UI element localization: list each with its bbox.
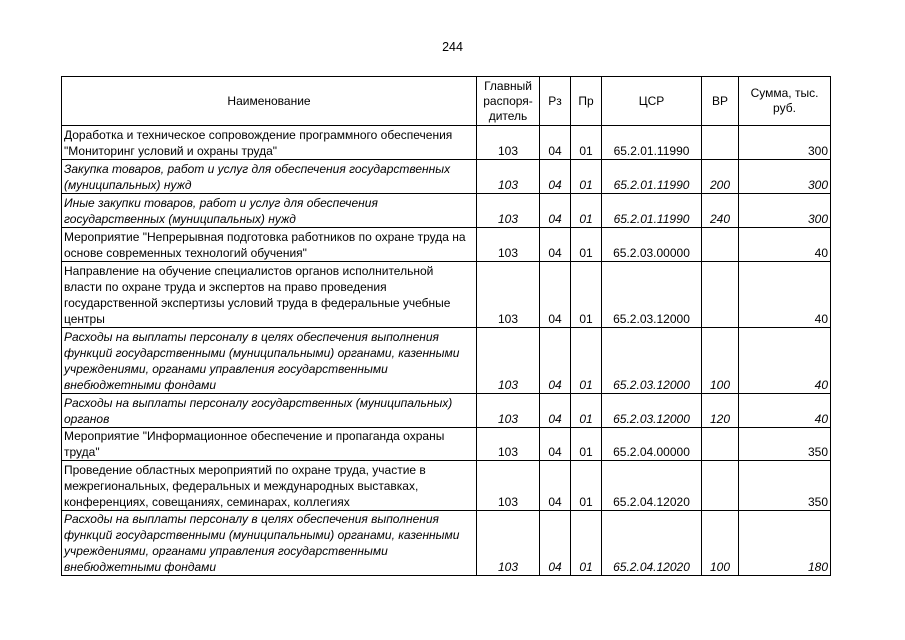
table-row	[62, 428, 831, 461]
header-admin: Главный распоря-дитель	[477, 77, 540, 126]
page-number: 244	[442, 40, 463, 54]
cell-rz: 04	[540, 461, 571, 511]
cell-rz: 04	[540, 160, 571, 194]
cell-csr: 65.2.04.12020	[602, 511, 702, 576]
cell-pr: 01	[571, 428, 602, 461]
header-name: Наименование	[62, 77, 477, 126]
cell-name: Закупка товаров, работ и услуг для обеспечения государственных (муниципальных) нужд	[62, 160, 477, 194]
cell-sum: 40	[739, 228, 831, 262]
cell-rz: 04	[540, 328, 571, 394]
cell-csr: 65.2.01.11990	[602, 194, 702, 228]
cell-vr	[702, 461, 739, 511]
header-pr: Пр	[571, 77, 602, 126]
cell-rz: 04	[540, 194, 571, 228]
cell-admin: 103	[477, 428, 540, 461]
cell-csr: 65.2.03.12000	[602, 262, 702, 328]
cell-pr: 01	[571, 461, 602, 511]
cell-pr: 01	[571, 228, 602, 262]
header-rz: Рз	[540, 77, 571, 126]
cell-vr	[702, 126, 739, 160]
cell-sum: 300	[739, 194, 831, 228]
table-row	[62, 328, 831, 394]
cell-vr	[702, 428, 739, 461]
cell-csr: 65.2.01.11990	[602, 160, 702, 194]
cell-sum: 40	[739, 262, 831, 328]
table-row	[62, 228, 831, 262]
budget-table	[61, 76, 831, 576]
cell-admin: 103	[477, 126, 540, 160]
cell-sum: 40	[739, 394, 831, 428]
cell-vr	[702, 228, 739, 262]
cell-admin: 103	[477, 194, 540, 228]
cell-csr: 65.2.04.12020	[602, 461, 702, 511]
header-vr: ВР	[702, 77, 739, 126]
cell-admin: 103	[477, 394, 540, 428]
cell-vr: 120	[702, 394, 739, 428]
cell-csr: 65.2.03.00000	[602, 228, 702, 262]
cell-rz: 04	[540, 428, 571, 461]
cell-name: Мероприятие "Непрерывная подготовка работников по охране труда на основе современных технологий обучения"	[62, 228, 477, 262]
table-row	[62, 160, 831, 194]
cell-vr: 100	[702, 328, 739, 394]
cell-vr: 200	[702, 160, 739, 194]
cell-pr: 01	[571, 160, 602, 194]
table-row	[62, 262, 831, 328]
cell-csr: 65.2.01.11990	[602, 126, 702, 160]
cell-rz: 04	[540, 228, 571, 262]
cell-rz: 04	[540, 262, 571, 328]
cell-name: Направление на обучение специалистов органов исполнительной власти по охране труда и экспертов на право проведения государственной экспертизы условий труда в федеральные учебные центры	[62, 262, 477, 328]
table-row	[62, 126, 831, 160]
header-sum: Сумма, тыс. руб.	[739, 77, 831, 126]
cell-admin: 103	[477, 461, 540, 511]
table-row	[62, 511, 831, 576]
cell-name: Расходы на выплаты персоналу в целях обеспечения выполнения функций государственными (муниципальными) органами, казенными учреждениями, органами управления государственными внебюджетными фондами	[62, 328, 477, 394]
cell-sum: 40	[739, 328, 831, 394]
table-row	[62, 461, 831, 511]
cell-vr: 240	[702, 194, 739, 228]
cell-admin: 103	[477, 160, 540, 194]
cell-pr: 01	[571, 262, 602, 328]
cell-name: Иные закупки товаров, работ и услуг для обеспечения государственных (муниципальных) нужд	[62, 194, 477, 228]
table-row	[62, 394, 831, 428]
cell-name: Мероприятие "Информационное обеспечение и пропаганда охраны труда"	[62, 428, 477, 461]
cell-name: Расходы на выплаты персоналу государственных (муниципальных) органов	[62, 394, 477, 428]
cell-sum: 350	[739, 461, 831, 511]
header-row	[62, 77, 831, 126]
cell-name: Доработка и техническое сопровождение программного обеспечения "Мониторинг условий и охраны труда"	[62, 126, 477, 160]
cell-vr: 100	[702, 511, 739, 576]
cell-pr: 01	[571, 511, 602, 576]
cell-csr: 65.2.03.12000	[602, 394, 702, 428]
cell-name: Проведение областных мероприятий по охране труда, участие в межрегиональных, федеральных и международных выставках, конференциях, совещаниях, семинарах, коллегиях	[62, 461, 477, 511]
cell-pr: 01	[571, 328, 602, 394]
cell-admin: 103	[477, 262, 540, 328]
cell-admin: 103	[477, 328, 540, 394]
cell-admin: 103	[477, 228, 540, 262]
cell-sum: 300	[739, 160, 831, 194]
cell-vr	[702, 262, 739, 328]
cell-rz: 04	[540, 394, 571, 428]
cell-csr: 65.2.03.12000	[602, 328, 702, 394]
cell-pr: 01	[571, 126, 602, 160]
cell-rz: 04	[540, 511, 571, 576]
header-csr: ЦСР	[602, 77, 702, 126]
cell-sum: 300	[739, 126, 831, 160]
cell-name: Расходы на выплаты персоналу в целях обеспечения выполнения функций государственными (муниципальными) органами, казенными учреждениями, органами управления государственными внебюджетными фондами	[62, 511, 477, 576]
cell-sum: 180	[739, 511, 831, 576]
table-row	[62, 194, 831, 228]
cell-pr: 01	[571, 394, 602, 428]
cell-rz: 04	[540, 126, 571, 160]
cell-csr: 65.2.04.00000	[602, 428, 702, 461]
cell-sum: 350	[739, 428, 831, 461]
cell-admin: 103	[477, 511, 540, 576]
cell-pr: 01	[571, 194, 602, 228]
